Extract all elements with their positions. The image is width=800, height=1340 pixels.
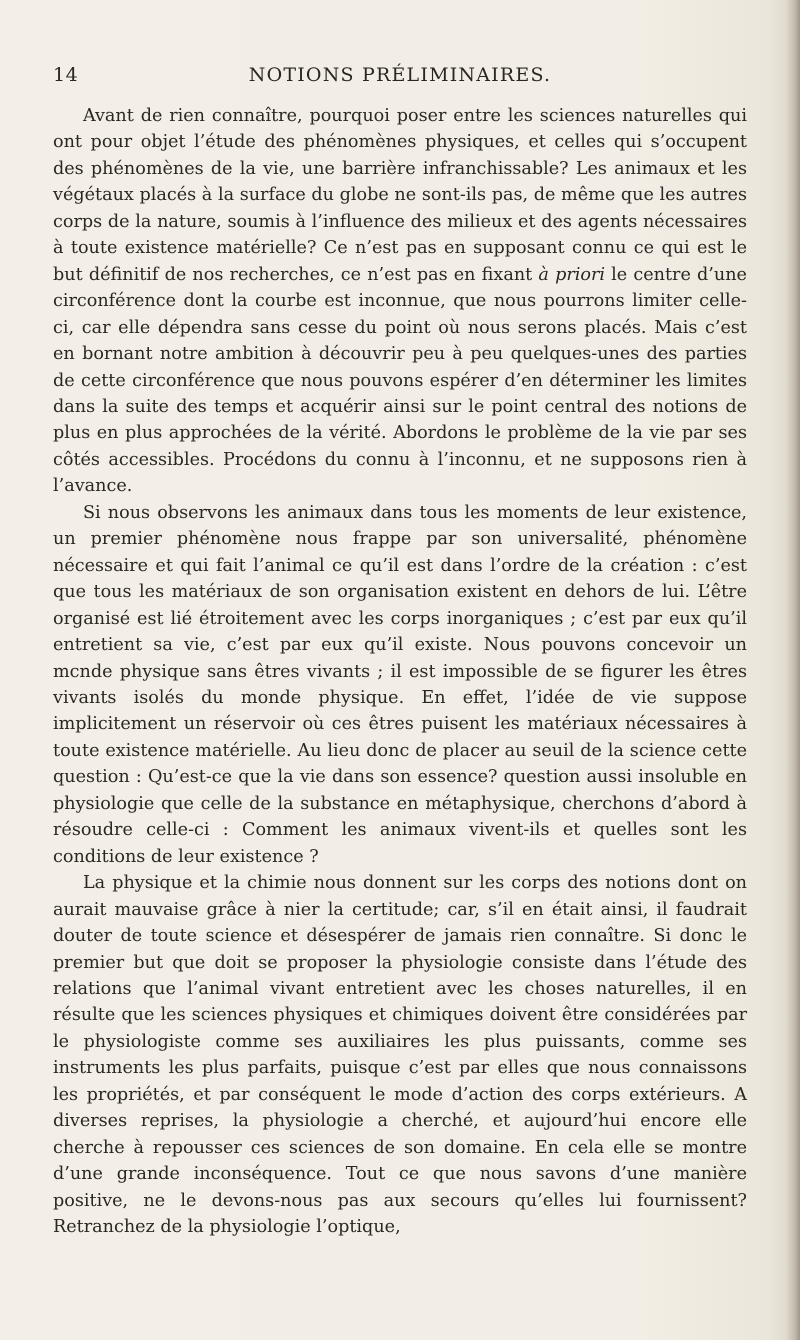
paragraph-1-text-a: Avant de rien connaître, pourquoi poser entre les sciences naturelles qui ont pour objet l’étude des phénomènes physiques, et celles qui s’occupent des phénomènes de la vie, une barrière infranchissable? Les animaux et les végétaux placés à la surface du globe ne sont-ils pas, de même que les autres corps de la nature, soumis à l’influence des milieux et des agents nécessaires à toute existence matérielle? Ce n’est pas en supposant connu ce qui est le but définitif de nos recherches, ce n’est pas en fixant: [53, 106, 747, 285]
running-title: NOTIONS PRÉLIMINAIRES.: [248, 64, 552, 86]
paragraph-1: [53, 103, 747, 500]
body-text: [53, 103, 747, 1240]
running-head: [53, 64, 747, 94]
paragraph-1-italic: à priori: [538, 264, 605, 285]
page-edge-shadow: [786, 0, 800, 1340]
page-number: 14: [53, 64, 79, 86]
paragraph-3: La physique et la chimie nous donnent sur les corps des notions dont on aurait mauvaise grâce à nier la certitude; car, s’il en était ainsi, il faudrait douter de toute science et désespérer de jamais rien connaître. Si donc le premier but que doit se proposer la physiologie consiste dans l’étude des relations que l’animal vivant entretient avec les choses naturelles, il en résulte que les sciences physiques et chimiques doivent être considérées par le physiologiste comme ses auxiliaires les plus puissants, comme ses instruments les plus parfaits, puisque c’est par elles que nous connaissons les propriétés, et par conséquent le mode d’action des corps extérieurs. A diverses reprises, la physiologie a cherché, et aujourd’hui encore elle cherche à repousser ces sciences de son domaine. En cela elle se montre d’une grande inconséquence. Tout ce que nous savons d’une manière positive, ne le devons-nous pas aux secours qu’elles lui fournissent? Retranchez de la physiologie l’optique,: [53, 873, 747, 1238]
paragraph-1-text-b: le centre d’une circonférence dont la courbe est inconnue, que nous pourrons limiter celle-ci, car elle dépendra sans cesse du point où nous serons placés. Mais c’est en bornant notre ambition à découvrir peu à peu quelques-unes des parties de cette circonférence que nous pouvons espérer d’en déterminer les limites dans la suite des temps et acquérir ainsi sur le point central des notions de plus en plus approchées de la vérité. Abordons le problème de la vie par ses côtés accessibles. Procédons du connu à l’inconnu, et ne supposons rien à l’avance.: [53, 264, 747, 497]
paragraph-2: Si nous observons les animaux dans tous les moments de leur existence, un premier phénomène nous frappe par son universalité, phénomène nécessaire et qui fait l’animal ce qu’il est dans l’ordre de la création : c’est que tous les matériaux de son organisation existent en dehors de lui. L’être organisé est lié étroitement avec les corps inorganiques ; c’est par eux qu’il entretient sa vie, c’est par eux qu’il existe. Nous pouvons concevoir un mcnde physique sans êtres vivants ; il est impossible de se figurer les êtres vivants isolés du monde physique. En effet, l’idée de vie suppose implicitement un réservoir où ces êtres puisent les matériaux nécessaires à toute existence matérielle. Au lieu donc de placer au seuil de la science cette question : Qu’est-ce que la vie dans son essence? question aussi insoluble en physiologie que celle de la substance en métaphysique, cherchons d’abord à résoudre celle-ci : Comment les animaux vivent-ils et quelles sont les conditions de leur existence ?: [53, 502, 747, 867]
